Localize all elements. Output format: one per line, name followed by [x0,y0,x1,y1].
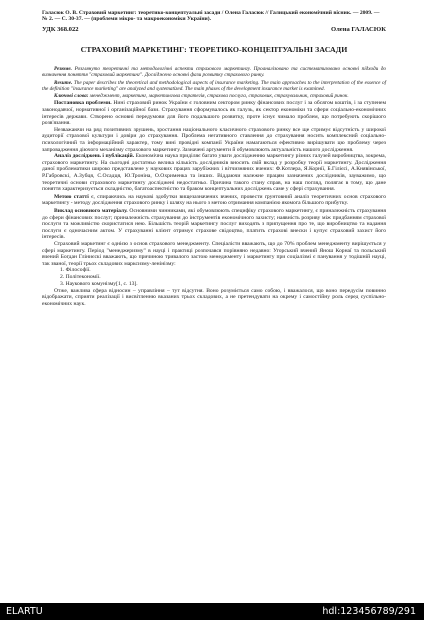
keywords-text: менеджмент, маркетинг, маркетингова стратегія, страхова послуга, страховик, страхувальник, страховий ринок. [89,93,349,100]
list-item: 2. Політекономії. [60,274,101,281]
paragraph-context-text: Незважаючи на ряд позитивних зрушень, зростання національного класичного страхового ринку все ще стримує відсутність у широкої аудиторії страхової культури і довіри до страхування. Проблема негативного ставлення до страхування носить комплексний соціально-психологічний та інформаційний характер, тому вині провідні компанії України намагаються ефективно вирішувати цю проблему через запровадження діючого механізму страхового маркетингу. Зазначені аргументи й обумовлюють актуальність нашого дослідження. [42,126,386,153]
paragraph-problem-text: Нині страховий ринок України є головним сектором ринку фінансових послуг і за обсягом коштів, і за ступенем законодавчої, нормативної і організаційної бази. Страхування сформувалось як галузь, як сектор економіки та сфери соціально-економічних інтересів держави. Створено основні передумови для його подальшого розвитку, проте існує чимало проблем, що потребують скорішого розв'язання. [42,100,386,127]
article-title: СТРАХОВИЙ МАРКЕТИНГ: ТЕОРЕТИКО-КОНЦЕПТУАЛЬНІ ЗАСАДИ [80,45,348,55]
keywords [42,93,386,99]
paragraph-aim [42,194,386,207]
paragraph-conclusion-text: Отже, важлива сфера відносин – управління – тут відсутня. Воно розуміється само собою, і вважалося, що воно передусім повинно відображати, сприяти реалізації і висвітленню вказаних трьох складових, а не претендувати на окрему і самостійну роль серед суспільно-економічних наук. [42,287,386,307]
paragraph-main-text: Основними чинниками, які обумовлюють специфіку страхового маркетингу, є приналежність страхування до сфери фінансових послуг; приналежність страхування до інструментів економічного захисту; наявність розриву між придбанням страхової послуги та можливістю скористатися нею. Більшість теорій маркетингу послуг виходять з припущення про те, що виробництво та надання послуги є одночасним актом. У страхуванні клієнт отримує страхове свідоцтво, платить страхові внески і купує страховий захист його інтересів. [42,207,387,241]
paragraph-main [42,208,386,241]
meta-row [42,27,386,34]
abstract-ua [42,66,386,79]
paragraph-context [42,127,386,153]
repository-name: ELARTU [6,606,43,617]
handle-identifier[interactable]: hdl:123456789/291 [322,606,416,617]
document-content [42,10,386,308]
abstract-en-text: The paper describes the theoretical and methodological aspects of insurance marketing. The main approaches to the interpretation of the essence of the definition "insurance marketing" are analyzed and systematized. The main phases of the development insurance market is examined. [42,79,387,92]
viewer-footer-bar [0,603,424,620]
author-name: Олена ГАЛАСЮК [330,25,386,33]
abstract-en-label: Resume. [54,79,73,86]
paragraph-analysis-label: Аналіз досліджень і публікацій. [54,153,135,160]
paragraph-analysis [42,153,386,193]
list-item: 1. Філософії. [60,267,91,274]
keywords-label: Ключові слова: [54,93,89,100]
paragraph-problem-label: Постановка проблеми. [54,100,112,107]
abstract-en [42,80,386,93]
paragraph-aim-label: Метою статті [54,193,89,200]
paragraph-conclusion [42,288,386,308]
paragraph-main-label: Виклад основного матеріалу. [54,207,128,214]
paragraph-management [42,241,386,267]
citation-header: Галасюк О. В. Страховий маркетинг: теоретико-концептуальні засади / Олена Галасюк // Галицький економічний вісник. — 2009. — № 2. — С. 30-37. — (проблеми мікро- та макроекономіки України). [42,10,380,23]
abstract-ua-label: Резюме. [54,66,72,72]
paragraph-aim-text: є, спираючись на наукові здобутки вищезазначених вчених, провести ґрунтовний аналіз теоретичних основ страхового маркетингу - методу дослідження страхового ринку і шляху на нього з метою отримання компанією якомога більшого прибутку. [42,193,387,207]
abstract-ua-text: Розглянуто теоретичні та методологічні аспекти страхового маркетингу. Проаналізовано та систематизовано основні підходи до визначення поняття "страховий маркетинг". Досліджено основні фази розвитку страхового ринку. [42,66,386,79]
list-item: 3. Наукового комунізму[1, с. 13]. [60,280,138,287]
paragraph-problem [42,100,386,126]
udc-code: УДК 368.022 [42,25,79,33]
paragraph-analysis-text: Економічна наука приділяє багато уваги дослідженню маркетингу різних галузей виробництва, зокрема, страхового маркетингу. На сьогодні достатньо велика кількість дослідників вносить свій вклад у розробку теорії маркетингу. Дослідження даної проблематики широко представлене у наукових працях зарубіжних і вітчизняних вчених: Ф.Котлера, Я.Корнії, Б.Гілієсі, А.Княвінської, Р.Габровскі, А.Зубця, С.Осадця, Ю.Троніна, О.Охрименка та інших. Віддаючи належне працям зазначених дослідників, зауважимо, що теоретичні основи страхового маркетингу досліджені недостатньо. Причина такого стану справ, на наш погляд, полягає в тому, що дане поняття характеризується складністю, багатоаспектністю та браком концептуальних досліджень саме у сфері страхування. [42,153,386,193]
paragraph-management-text: Страховий маркетинг є однією з основ страхового менеджменту. Спеціалісти вважають, що до 70% проблем менеджменту вирішується у сфері маркетингу. Період "менеджеризму" в науці і практиці розпочався порівняно недавно: Угорський вчений Янош Корнаї та польський вчений Богдан Гліниєскі вважають, що причиною тривалого застою менеджменту і маркетингу при соціалізмі є панування у тодішній науці, так званої, теорії трьох складових марксизму-ленінізму: [42,240,386,267]
